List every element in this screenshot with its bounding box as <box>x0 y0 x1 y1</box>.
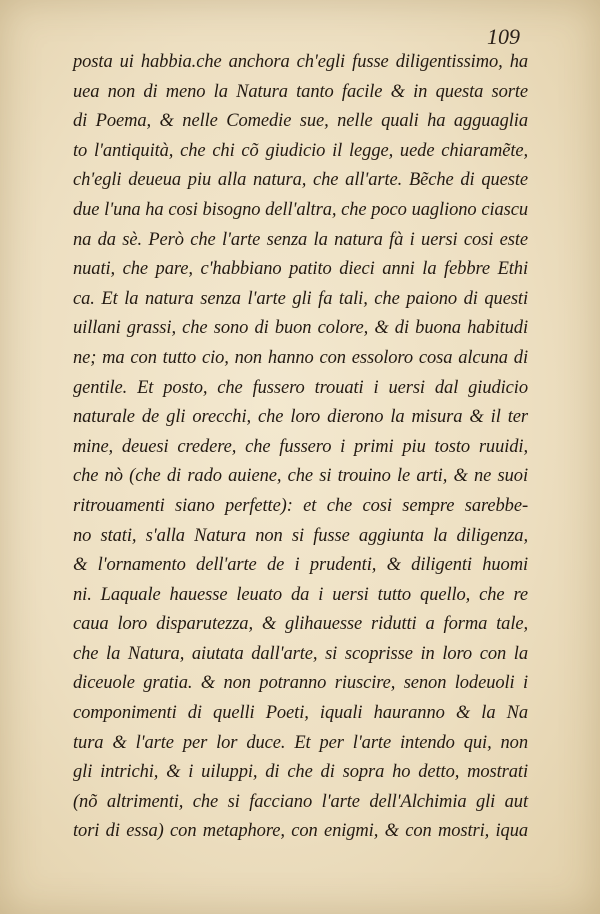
body-text <box>73 48 528 847</box>
text-line: mine, deuesi credere, che fussero i primi piu tosto ruuidi, <box>73 436 528 457</box>
text-line: caua loro disparutezza, & glihauesse ridutti a forma tale, <box>73 614 528 635</box>
text-line: (nõ altrimenti, che si facciano l'arte dell'Alchimia gli aut <box>73 791 528 812</box>
text-line: tori di essa) con metaphore, con enigmi, & con mostri, iqua <box>73 821 528 842</box>
text-line: componimenti di quelli Poeti, iquali hauranno & la Na <box>73 703 528 724</box>
page-number: 109 <box>487 24 520 49</box>
text-line: gentile. Et posto, che fussero trouati i uersi dal giudicio <box>73 377 528 398</box>
text-line: no stati, s'alla Natura non si fusse aggiunta la diligenza, <box>73 525 528 546</box>
text-line: gli intrichi, & i uiluppi, di che di sopra ho detto, mostrati <box>73 762 528 783</box>
text-line: ca. Et la natura senza l'arte gli fa tali, che paiono di questi <box>73 288 528 309</box>
text-line: posta ui habbia.che anchora ch'egli fusse diligentissimo, ha <box>73 52 528 72</box>
text-line: due l'una ha cosi bisogno dell'altra, che poco uagliono ciascu <box>73 199 528 220</box>
text-line: ne; ma con tutto cio, non hanno con essoloro cosa alcuna di <box>73 347 528 368</box>
text-line: & l'ornamento dell'arte de i prudenti, & diligenti huomi <box>73 555 528 576</box>
text-line: ni. Laquale hauesse leuato da i uersi tutto quello, che re <box>73 584 528 605</box>
text-line: uillani grassi, che sono di buon colore, & di buona habitudi <box>73 318 528 339</box>
text-line: di Poema, & nelle Comedie sue, nelle quali ha agguaglia <box>73 111 528 132</box>
text-line: naturale de gli orecchi, che loro dierono la misura & il ter <box>73 407 528 428</box>
text-line: tura & l'arte per lor duce. Et per l'arte intendo qui, non <box>73 732 528 753</box>
text-line: uea non di meno la Natura tanto facile & in questa sorte <box>73 81 528 102</box>
text-line: na da sè. Però che l'arte senza la natura fà i uersi cosi este <box>73 229 528 250</box>
text-line: nuati, che pare, c'habbiano patito dieci anni la febbre Ethi <box>73 259 528 280</box>
text-line: che nò (che di rado auiene, che si trouino le arti, & ne suoi <box>73 466 528 487</box>
text-line: che la Natura, aiutata dall'arte, si scoprisse in loro con la <box>73 643 528 664</box>
text-line: ritrouamenti siano perfette): et che cosi sempre sarebbe- <box>73 495 528 516</box>
text-line: to l'antiquità, che chi cõ giudicio il legge, uede chiaramẽte, <box>73 140 528 161</box>
text-line: diceuole gratia. & non potranno riuscire, senon lodeuoli i <box>73 673 528 694</box>
text-line: ch'egli deueua piu alla natura, che all'arte. Bẽche di queste <box>73 170 528 191</box>
